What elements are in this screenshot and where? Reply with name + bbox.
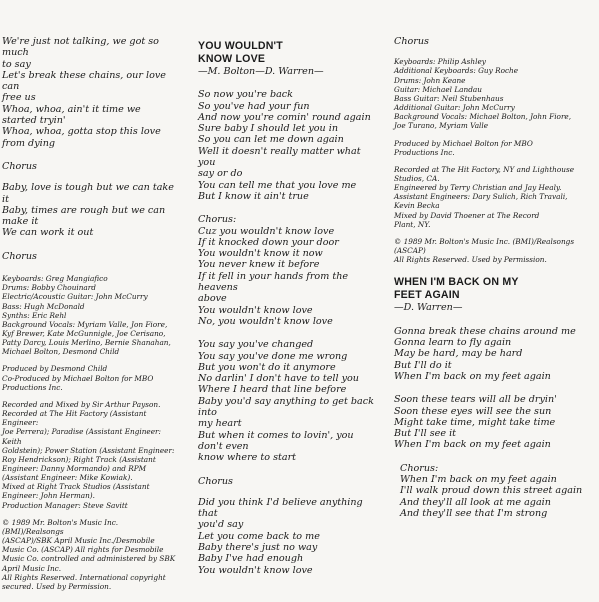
- credit-line: Drums: John Keane: [394, 75, 466, 85]
- copyright-line: © 1989 Mr. Bolton's Music Inc. (BMI)/Realsongs: [2, 517, 119, 536]
- lyric-line: When I'm back on my feet again: [400, 473, 557, 485]
- credit-line: Joe Turano, Myriam Valle: [394, 121, 489, 131]
- lyric-line: from dying: [2, 137, 56, 149]
- verse-block: [198, 89, 378, 202]
- credit-line: Mixed at Right Track Studios (Assistant: [2, 482, 150, 492]
- song-title: [198, 40, 378, 65]
- credit-line: Roy Hendrickson); Right Track (Assistant: [2, 454, 156, 464]
- lyric-line: I'll walk proud down this street again: [400, 485, 583, 497]
- bridge-block: [2, 182, 180, 238]
- lyric-line: When I'm back on my feet again: [394, 439, 551, 451]
- lyric-line: Baby you'd say anything to get back into: [198, 395, 374, 419]
- credit-line: Productions Inc.: [394, 147, 455, 157]
- credit-line: Produced by Desmond Child: [2, 364, 108, 374]
- song-title-line: YOU WOULDN'T: [198, 40, 283, 52]
- copyright-line: All Rights Reserved. Used by Permission.: [394, 255, 547, 265]
- credit-line: (Assistant Engineer: Mike Kowiak).: [2, 473, 133, 483]
- lyric-line: free us: [2, 92, 36, 104]
- outro-block: [198, 497, 378, 576]
- credits-musicians: [2, 274, 180, 591]
- lyric-line: Sure baby I should let you in: [198, 123, 339, 135]
- lyric-line: And they'll see that I'm strong: [400, 507, 548, 519]
- copyright-line: Music Co. controlled and administered by SBK: [2, 554, 176, 564]
- credit-line: Production Manager: Steve Savitt: [2, 500, 128, 510]
- credit-line: Studios, CA.: [394, 174, 440, 184]
- chorus-block: [198, 226, 378, 328]
- credit-line: Electric/Acoustic Guitar: John McCurry: [2, 292, 148, 302]
- credit-line: Engineer: John Herman).: [2, 491, 95, 501]
- copyright-line: secured. Used by Permission.: [2, 581, 112, 591]
- lyric-line: But I'll do it: [394, 359, 452, 371]
- copyright-line: © 1989 Mr. Bolton's Music Inc. (BMI)/Realsongs: [394, 236, 575, 246]
- credit-line: Co-Produced by Michael Bolton for MBO: [2, 373, 154, 383]
- lyric-line: Let you come back to me: [198, 530, 320, 542]
- lyric-line: You say you've changed: [198, 339, 314, 351]
- credit-line: Synths: Eric Rehl: [2, 310, 67, 320]
- lyric-line: Whoa, whoa, gotta stop this love: [2, 126, 161, 138]
- verse-block: [2, 36, 180, 149]
- lyric-line: So you can let me down again: [198, 134, 344, 146]
- credit-line: Recorded at The Hit Factory (Assistant Engineer:: [2, 409, 147, 428]
- credit-line: Kevin Becka: [394, 201, 440, 211]
- copyright-line: Music Co. (ASCAP) All rights for Desmobile: [2, 545, 164, 555]
- lyric-line: Soon these tears will all be dryin': [394, 394, 557, 406]
- lyric-line: my heart: [198, 418, 242, 430]
- lyric-line: Where I heard that line before: [198, 384, 347, 396]
- credit-line: Joe Perrera); Paradise (Assistant Engineer: Keith: [2, 427, 162, 446]
- chorus-block: [394, 463, 594, 519]
- lyric-line: You wouldn't know it now: [198, 248, 323, 260]
- lyric-line: Baby there's just no way: [198, 541, 318, 553]
- lyric-line: So you've had your fun: [198, 100, 310, 112]
- column-middle: [198, 40, 378, 576]
- lyric-line: Whoa, whoa, ain't it time we: [2, 103, 141, 115]
- verse-block: [394, 394, 594, 450]
- lyric-line: Did you think I'd believe anything that: [198, 496, 363, 520]
- credit-line: Keyboards: Greg Mangiafico: [2, 274, 108, 284]
- copyright-line: (ASCAP): [394, 246, 426, 256]
- lyric-line: started tryin': [2, 115, 66, 127]
- lyric-line: to say: [2, 58, 31, 70]
- chorus-label: Chorus:: [400, 462, 439, 474]
- credit-line: Background Vocals: Myriam Valle, Jon Fiore,: [2, 319, 168, 329]
- credits-musicians: [394, 57, 594, 264]
- lyric-line: Gonna learn to fly again: [394, 337, 512, 349]
- credit-line: Plant, NY.: [394, 219, 431, 229]
- songwriters: —M. Bolton—D. Warren—: [198, 66, 324, 77]
- chorus-label: Chorus: [2, 160, 37, 172]
- lyric-line: You never knew it before: [198, 259, 320, 271]
- lyric-line: But when it comes to lovin', you don't even: [198, 429, 354, 452]
- lyric-line: You say you've done me wrong: [198, 350, 348, 362]
- credit-line: Guitar: Michael Landau: [394, 84, 482, 94]
- verse-block: [394, 326, 594, 382]
- credit-line: Recorded at The Hit Factory, NY and Lighthouse: [394, 164, 575, 174]
- copyright-line: All Rights Reserved. International copyright: [2, 572, 166, 582]
- column-left: [2, 36, 180, 591]
- credit-line: Additional Guitar: John McCurry: [394, 103, 515, 113]
- credit-line: Productions Inc.: [2, 382, 63, 392]
- chorus-label: Chorus: [394, 36, 429, 47]
- copyright-line: April Music Inc.: [2, 563, 62, 573]
- credit-line: Keyboards: Philip Ashley: [394, 57, 486, 67]
- lyric-line: you'd say: [198, 519, 244, 531]
- copyright-line: (ASCAP)/SBK April Music Inc./Desmobile: [2, 536, 155, 546]
- lyric-line: Let's break these chains, our love can: [2, 69, 166, 93]
- credit-line: Background Vocals: Michael Bolton, John Fiore,: [394, 112, 572, 122]
- songwriters: —D. Warren—: [394, 302, 463, 314]
- column-right: [394, 36, 594, 519]
- credit-line: Patty Darcy, Louis Merlino, Bernie Shanahan,: [2, 338, 171, 348]
- lyric-line: Soon these eyes will see the sun: [394, 405, 552, 417]
- lyric-line: say or do: [198, 168, 243, 180]
- lyric-line: Baby, love is tough but we can take it: [2, 182, 174, 205]
- lyric-line: Might take time, might take time: [394, 416, 556, 428]
- lyric-line: No, you wouldn't know love: [198, 315, 333, 327]
- lyric-line: Well it doesn't really matter what you: [198, 145, 361, 169]
- credit-line: Engineered by Terry Christian and Jay Healy.: [394, 183, 562, 193]
- credit-line: Assistant Engineers: Dary Sulich, Rich Travali,: [394, 192, 568, 202]
- chorus-label: Chorus: [198, 475, 233, 487]
- lyric-line: We can work it out: [2, 227, 94, 239]
- lyric-line: You wouldn't know love: [198, 304, 313, 316]
- lyric-line: When I'm back on my feet again: [394, 370, 551, 382]
- chorus-label: Chorus:: [198, 214, 237, 226]
- lyric-line: know where to start: [198, 452, 297, 464]
- credit-line: Drums: Bobby Chouinard: [2, 283, 96, 293]
- lyric-line: But I'll see it: [394, 428, 456, 440]
- lyric-line: But you won't do it anymore: [198, 361, 336, 373]
- lyric-line: Cuz you wouldn't know love: [198, 225, 335, 237]
- song-title-line: KNOW LOVE: [198, 52, 266, 65]
- lyric-line: We're just not talking, we got so much: [2, 36, 159, 59]
- song-title: [394, 276, 594, 301]
- credit-line: Bass Guitar: Neil Stubenhaus: [394, 93, 504, 103]
- lyric-line: Baby I've had enough: [198, 553, 304, 565]
- lyric-line: If it fell in your hands from the heavens: [198, 270, 349, 294]
- lyric-line: And now you're comin' round again: [198, 111, 371, 123]
- lyric-line: You can tell me that you love me: [198, 179, 357, 191]
- credit-line: Michael Bolton, Desmond Child: [2, 347, 120, 357]
- credit-line: Recorded and Mixed by Sir Arthur Payson.: [2, 399, 161, 409]
- song-title-line: WHEN I'M BACK ON MY: [394, 276, 519, 289]
- credit-line: Goldstein); Power Station (Assistant Engineer:: [2, 445, 175, 455]
- lyric-line: If it knocked down your door: [198, 236, 339, 248]
- credit-line: Engineer: Danny Mormando) and RPM: [2, 464, 147, 474]
- lyric-line: But I know it ain't true: [198, 190, 309, 202]
- lyric-line: Baby, times are rough but we can make it: [2, 204, 166, 228]
- credit-line: Bass: Hugh McDonald: [2, 301, 85, 311]
- song-title-line: FEET AGAIN: [394, 288, 460, 301]
- credit-line: Produced by Michael Bolton for MBO: [394, 138, 533, 148]
- chorus-label: Chorus: [2, 250, 37, 262]
- credit-line: Mixed by David Thoener at The Record: [394, 210, 540, 220]
- lyric-line: Gonna break these chains around me: [394, 325, 576, 337]
- lyric-line: above: [198, 293, 227, 305]
- lyric-line: You wouldn't know love: [198, 564, 313, 576]
- credit-line: Kyf Brewer, Kate McGunnigle, Joe Cerisano,: [2, 328, 166, 338]
- lyric-line: No darlin' I don't have to tell you: [198, 373, 359, 385]
- credit-line: Additional Keyboards: Guy Roche: [394, 66, 519, 76]
- lyric-line: And they'll all look at me again: [400, 496, 551, 508]
- lyric-line: So now you're back: [198, 89, 293, 101]
- lyric-line: May be hard, may be hard: [394, 348, 523, 360]
- verse-block: [198, 339, 378, 463]
